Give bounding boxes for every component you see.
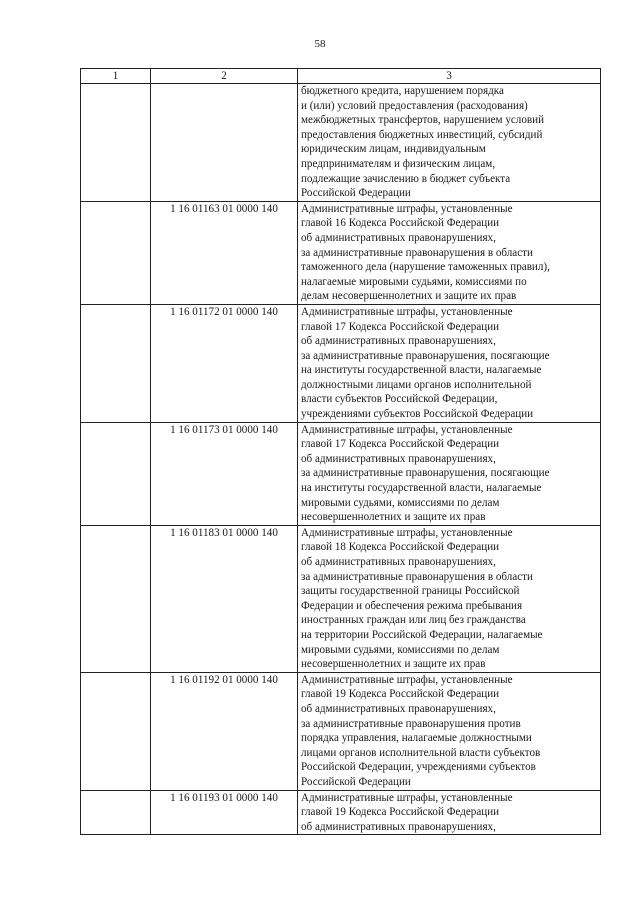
row-number-cell: [81, 525, 151, 672]
description-line: юридическим лицам, индивидуальным: [301, 143, 486, 156]
table-row: [81, 790, 601, 835]
description-line: лицами органов исполнительной власти субъектов: [301, 746, 541, 759]
description-line: главой 17 Кодекса Российской Федерации: [301, 320, 500, 333]
description-line: мировыми судьями, комиссиями по делам: [301, 496, 500, 509]
description-line: несовершеннолетних и защите их прав: [301, 658, 486, 671]
description-line: об административных правонарушениях,: [301, 335, 496, 348]
table-row: [81, 304, 601, 422]
description-line: Административные штрафы, установленные: [301, 423, 513, 436]
budget-codes-table: [80, 68, 601, 835]
description-line: власти субъектов Российской Федерации,: [301, 393, 498, 406]
budget-code-cell: 1 16 01172 01 0000 140: [151, 304, 298, 422]
description-line: об административных правонарушениях,: [301, 556, 496, 568]
description-line: за административные правонарушения против: [301, 717, 521, 730]
row-number-cell: [81, 84, 151, 202]
budget-code-cell: 1 16 01173 01 0000 140: [151, 422, 298, 525]
description-cell: [298, 201, 601, 304]
description-line: на институты государственной власти, налагаемые: [301, 364, 542, 377]
description-cell: [298, 672, 601, 790]
table-row: [81, 201, 601, 304]
budget-code-cell: 1 16 01192 01 0000 140: [151, 672, 298, 790]
row-number-cell: [81, 304, 151, 422]
description-line: предоставления бюджетных инвестиций, субсидий: [301, 128, 543, 141]
column-header-2: 2: [151, 69, 298, 84]
description-line: за административные правонарушения в области: [301, 246, 533, 259]
description-line: таможенного дела (нарушение таможенных правил),: [301, 261, 550, 274]
row-number-cell: [81, 672, 151, 790]
column-header-3: 3: [298, 69, 601, 84]
description-line: Административные штрафы, установленные: [301, 526, 513, 539]
description-line: делам несовершеннолетних и защите их прав: [301, 290, 517, 303]
row-number-cell: [81, 422, 151, 525]
description-line: межбюджетных трансфертов, нарушением условий: [301, 114, 545, 127]
description-line: главой 17 Кодекса Российской Федерации: [301, 438, 500, 451]
description-line: подлежащие зачислению в бюджет субъекта: [301, 172, 511, 185]
description-line: Административные штрафы, установленные: [301, 673, 513, 686]
table-header-row: [81, 69, 601, 84]
description-line: главой 19 Кодекса Российской Федерации: [301, 806, 500, 819]
column-header-1: 1: [81, 69, 151, 84]
description-line: главой 16 Кодекса Российской Федерации: [301, 217, 500, 230]
description-line: Административные штрафы, установленные: [301, 305, 513, 318]
description-line: Российской Федерации: [301, 187, 411, 200]
table-row: [81, 84, 601, 202]
description-line: порядка управления, налагаемые должностными: [301, 732, 532, 745]
table-row: [81, 672, 601, 790]
description-line: за административные правонарушения, посягающие: [301, 349, 550, 362]
description-line: Российской Федерации, учреждениями субъектов: [301, 761, 536, 774]
description-line: главой 18 Кодекса Российской Федерации: [301, 541, 500, 554]
description-line: учреждениями субъектов Российской Федерации: [301, 408, 534, 421]
description-cell: [298, 525, 601, 672]
description-line: несовершеннолетних и защите их прав: [301, 511, 486, 524]
description-cell: [298, 304, 601, 422]
description-line: за административные правонарушения в области: [301, 570, 533, 583]
budget-code-cell: 1 16 01193 01 0000 140: [151, 790, 298, 835]
description-line: предпринимателям и физическим лицам,: [301, 157, 496, 170]
description-cell: [298, 790, 601, 835]
page-number: 58: [314, 38, 326, 50]
description-line: об административных правонарушениях,: [301, 452, 496, 465]
description-line: защиты государственной границы Российской: [301, 585, 520, 598]
budget-code-cell: [151, 84, 298, 202]
description-line: на институты государственной власти, налагаемые: [301, 482, 542, 495]
description-line: бюджетного кредита, нарушением порядка: [301, 85, 504, 97]
description-line: иностранных граждан или лиц без гражданства: [301, 614, 526, 627]
row-number-cell: [81, 790, 151, 835]
budget-code-cell: 1 16 01183 01 0000 140: [151, 525, 298, 672]
description-line: Российской Федерации: [301, 775, 411, 788]
budget-code-cell: 1 16 01163 01 0000 140: [151, 201, 298, 304]
description-cell: [298, 422, 601, 525]
description-line: Административные штрафы, установленные: [301, 791, 513, 804]
table-body: [81, 84, 601, 835]
description-line: Федерации и обеспечения режима пребывания: [301, 599, 523, 612]
row-number-cell: [81, 201, 151, 304]
description-line: должностными лицами органов исполнительной: [301, 378, 532, 391]
description-line: об административных правонарушениях,: [301, 820, 496, 833]
description-line: Административные штрафы, установленные: [301, 202, 513, 215]
description-cell: [298, 84, 601, 202]
description-line: мировыми судьями, комиссиями по делам: [301, 643, 500, 656]
table-row: [81, 525, 601, 672]
description-line: налагаемые мировыми судьями, комиссиями по: [301, 275, 527, 288]
description-line: за административные правонарушения, посягающие: [301, 467, 550, 480]
table-row: [81, 422, 601, 525]
description-line: об административных правонарушениях,: [301, 702, 496, 715]
description-line: и (или) условий предоставления (расходования): [301, 99, 528, 112]
description-line: главой 19 Кодекса Российской Федерации: [301, 688, 500, 701]
description-line: на территории Российской Федерации, налагаемые: [301, 628, 543, 641]
description-line: об административных правонарушениях,: [301, 231, 496, 244]
